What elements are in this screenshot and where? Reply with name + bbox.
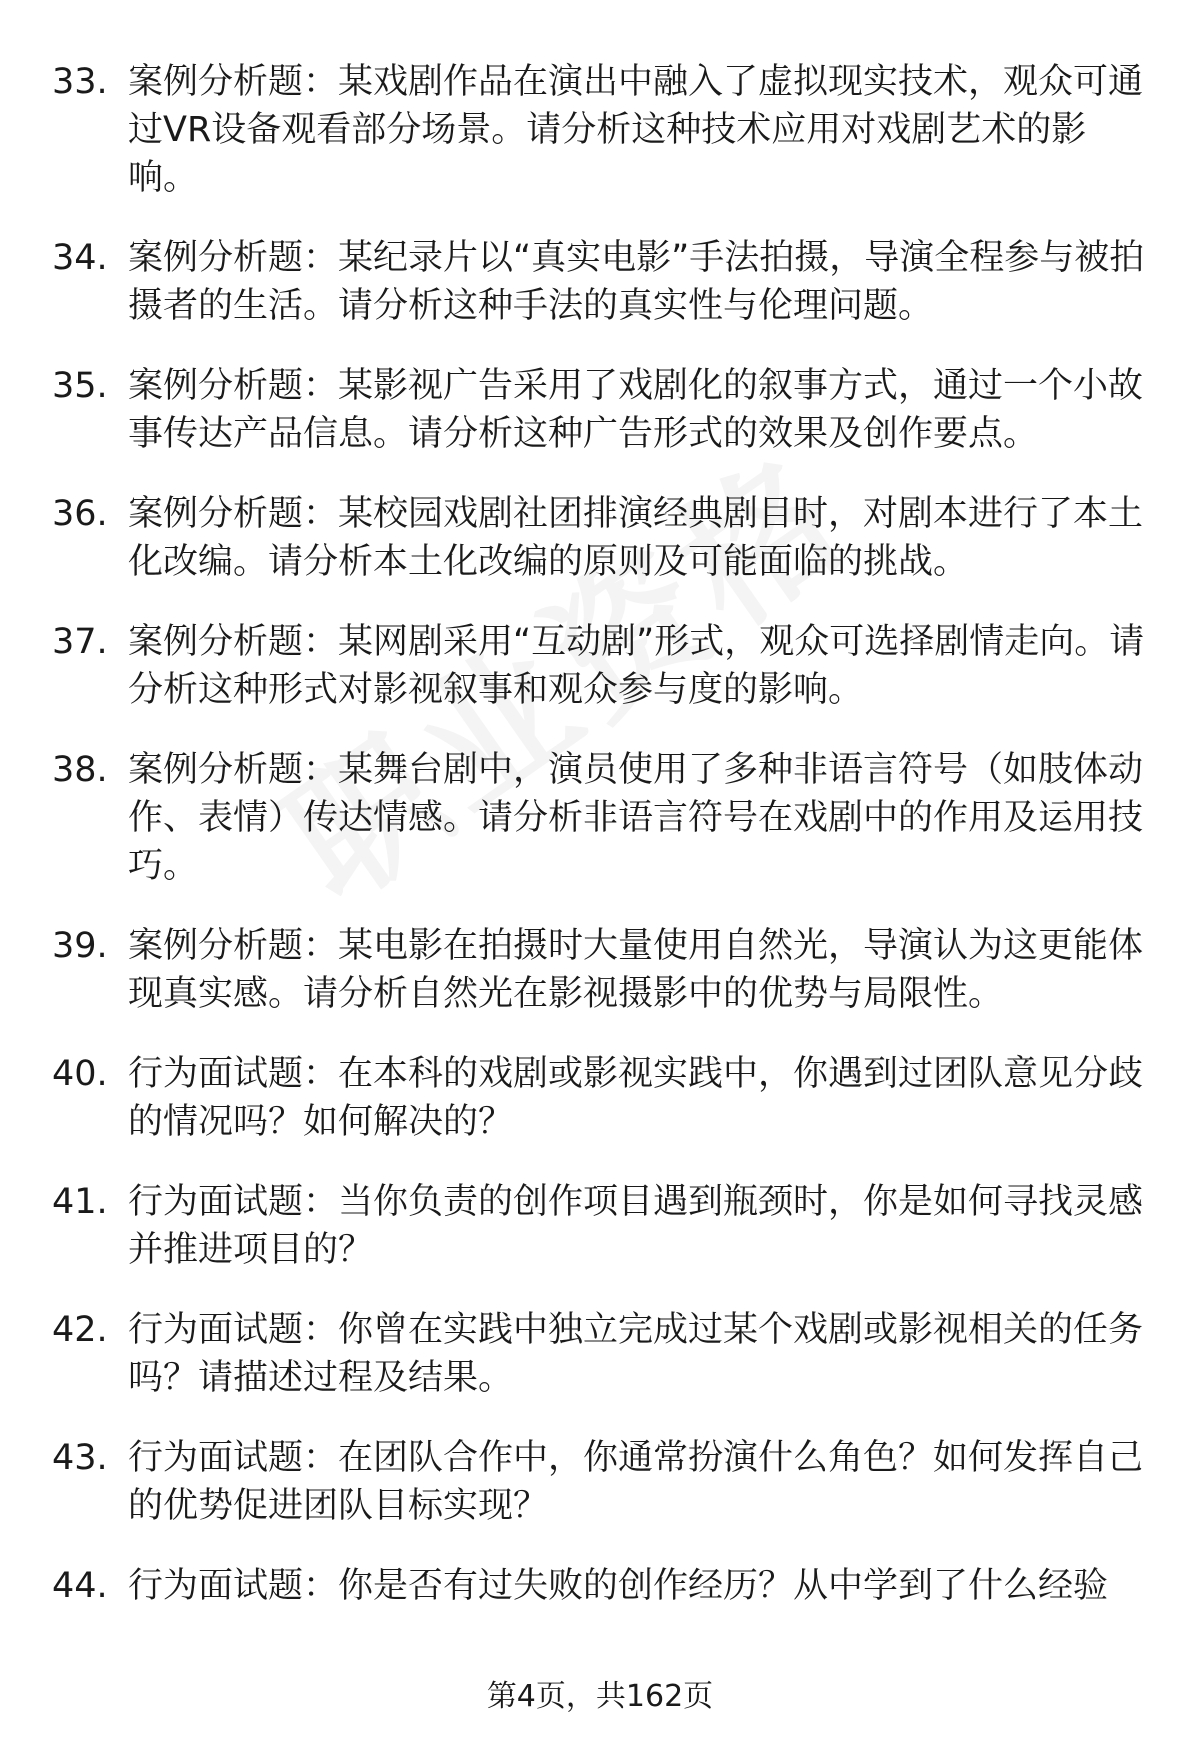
question-number: 38. bbox=[52, 750, 108, 790]
question-item-41 bbox=[0, 1178, 1200, 1274]
question-number: 42. bbox=[52, 1310, 108, 1350]
question-number: 34. bbox=[52, 238, 108, 278]
question-text: 行为面试题：在团队合作中，你通常扮演什么角色？如何发挥自己的优势促进团队目标实现？ bbox=[128, 1438, 1144, 1526]
question-text: 案例分析题：某网剧采用“互动剧”形式，观众可选择剧情走向。请分析这种形式对影视叙事和观众参与度的影响。 bbox=[128, 622, 1145, 710]
question-text: 案例分析题：某舞台剧中，演员使用了多种非语言符号（如肢体动作、表情）传达情感。请分析非语言符号在戏剧中的作用及运用技巧。 bbox=[128, 750, 1144, 886]
page-number-footer: 第4页，共162页 bbox=[486, 1679, 714, 1714]
question-item-40 bbox=[0, 1050, 1200, 1146]
question-number: 37. bbox=[52, 622, 108, 662]
question-item-42 bbox=[0, 1306, 1200, 1402]
question-list bbox=[0, 58, 1200, 1642]
question-text: 案例分析题：某影视广告采用了戏剧化的叙事方式，通过一个小故事传达产品信息。请分析这种广告形式的效果及创作要点。 bbox=[128, 366, 1144, 454]
question-text: 行为面试题：当你负责的创作项目遇到瓶颈时，你是如何寻找灵感并推进项目的？ bbox=[128, 1182, 1144, 1270]
question-number: 41. bbox=[52, 1182, 108, 1222]
question-text: 行为面试题：你是否有过失败的创作经历？从中学到了什么经验 bbox=[128, 1566, 1109, 1606]
question-item-37 bbox=[0, 618, 1200, 714]
question-number: 40. bbox=[52, 1054, 108, 1094]
question-text: 案例分析题：某校园戏剧社团排演经典剧目时，对剧本进行了本土化改编。请分析本土化改编的原则及可能面临的挑战。 bbox=[128, 494, 1144, 582]
question-number: 35. bbox=[52, 366, 108, 406]
question-number: 36. bbox=[52, 494, 108, 534]
question-item-43 bbox=[0, 1434, 1200, 1530]
question-item-39 bbox=[0, 922, 1200, 1018]
question-number: 39. bbox=[52, 926, 108, 966]
question-item-33 bbox=[0, 58, 1200, 202]
question-item-38 bbox=[0, 746, 1200, 890]
question-number: 33. bbox=[52, 62, 108, 102]
question-item-44 bbox=[0, 1562, 1200, 1610]
question-text: 行为面试题：你曾在实践中独立完成过某个戏剧或影视相关的任务吗？请描述过程及结果。 bbox=[128, 1310, 1144, 1398]
question-number: 44. bbox=[52, 1566, 108, 1606]
question-item-34 bbox=[0, 234, 1200, 330]
question-item-36 bbox=[0, 490, 1200, 586]
question-text: 案例分析题：某纪录片以“真实电影”手法拍摄，导演全程参与被拍摄者的生活。请分析这种手法的真实性与伦理问题。 bbox=[128, 238, 1145, 326]
question-text: 案例分析题：某戏剧作品在演出中融入了虚拟现实技术，观众可通过VR设备观看部分场景。请分析这种技术应用对戏剧艺术的影响。 bbox=[128, 62, 1144, 198]
question-item-35 bbox=[0, 362, 1200, 458]
question-number: 43. bbox=[52, 1438, 108, 1478]
question-text: 行为面试题：在本科的戏剧或影视实践中，你遇到过团队意见分歧的情况吗？如何解决的？ bbox=[128, 1054, 1144, 1142]
question-text: 案例分析题：某电影在拍摄时大量使用自然光，导演认为这更能体现真实感。请分析自然光在影视摄影中的优势与局限性。 bbox=[128, 926, 1144, 1014]
